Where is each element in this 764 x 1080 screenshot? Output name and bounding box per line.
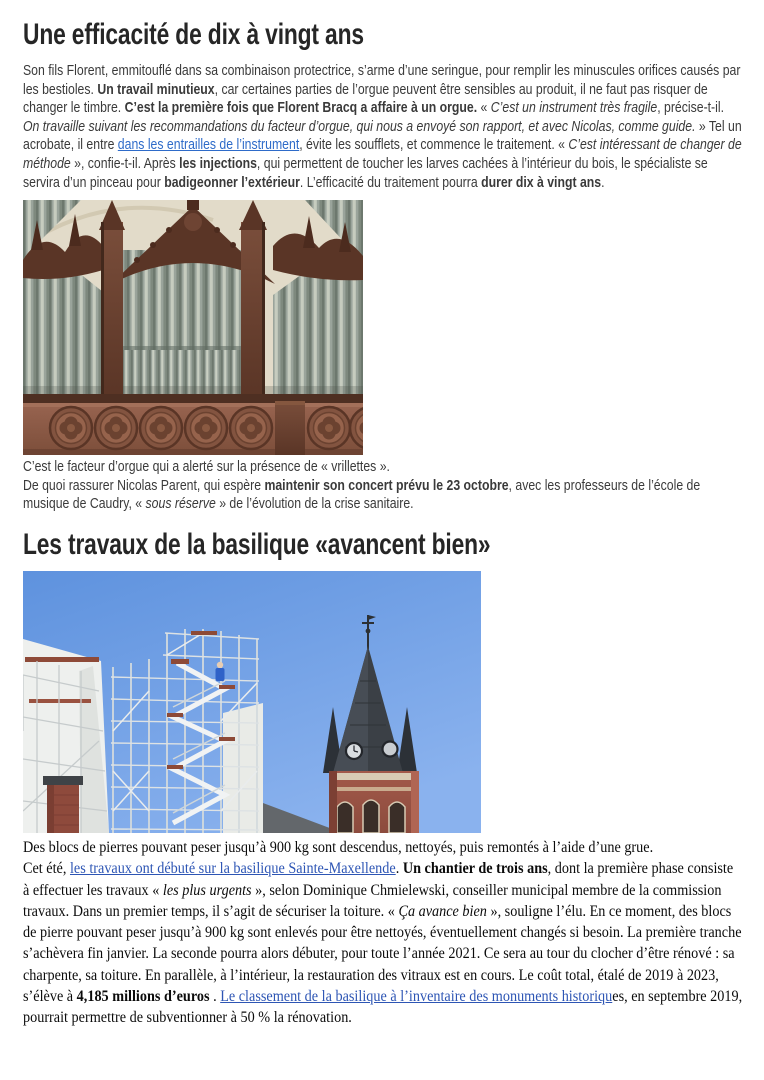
text-run: » Tel un acrobate, il entre xyxy=(23,117,742,154)
text-run: . L’efficacité du traitement pourra xyxy=(299,173,482,191)
text-run: Son fils Florent, emmitouflé dans sa combinaison protectrice, s’arme d’une seringue, pour remplir les minuscules orifices causés par les bestioles. xyxy=(23,62,741,98)
text-run: badigeonner l’extérieur xyxy=(164,173,300,191)
text-run: On travaille suivant les recommandations du facteur d’orgue, qui nous a envoyé son rapport, et avec Nicolas, comme guide. xyxy=(23,117,696,135)
text-run: « xyxy=(477,99,491,117)
section1-caption-paragraph xyxy=(23,477,743,514)
text-run: », confie-t-il. Après xyxy=(70,154,180,172)
worker-figure xyxy=(216,662,225,681)
text-run: , précise-t-il. xyxy=(657,99,725,117)
organ-photo xyxy=(23,200,363,455)
text-run: », souligne l’élu. En ce moment, des blocs de pierre pouvant peser jusqu’à 900 kg sont enlevés pour être nettoyés, éventuellement changés si besoin. La première tranche s’achèvera fin janvier. La seconde pourra alors débuter, pour toute l’année 2021. Ce sera au tour du clocher d’être rénové : sa charpente, sa toiture. En parallèle, à l’intérieur, la restauration des vitraux est en cours. Le coût total, étalé de 2019 à 2023, s’élève à xyxy=(23,902,742,1006)
text-run: . xyxy=(395,860,403,878)
text-run: C’est un instrument très fragile xyxy=(490,99,658,117)
text-run: , avec les professeurs de l’école de musique de Caudry, « xyxy=(23,476,701,513)
basilica-photo xyxy=(23,571,481,833)
text-run: , car certaines parties de l’orgue peuvent être sensibles au produit, il ne faut pas risquer de changer le timbre. xyxy=(23,80,708,117)
inline-link[interactable]: les travaux ont débuté sur la basilique Sainte-Maxellende xyxy=(69,860,396,878)
organ-photo-caption: C’est le facteur d’orgue qui a alerté sur la présence de « vrillettes ». xyxy=(23,458,390,476)
text-run: maintenir son concert prévu le 23 octobre xyxy=(264,476,509,494)
section2-heading: Les travaux de la basilique «avancent bien» xyxy=(23,527,491,561)
text-run: Ça avance bien xyxy=(398,902,487,920)
text-run: sous réserve xyxy=(145,495,216,513)
text-run: » de l’évolution de la crise sanitaire. xyxy=(215,495,414,513)
text-run: . xyxy=(601,173,605,191)
inline-link[interactable]: dans les entrailles de l’instrument xyxy=(117,136,300,154)
text-run: les plus urgents xyxy=(162,881,252,899)
text-run: les injections xyxy=(179,154,257,172)
basilica-photo-caption: Des blocs de pierres pouvant peser jusqu’à 900 kg sont descendus, nettoyés, puis remontés à l’aide d’une grue. xyxy=(23,838,654,856)
text-run: Cet été, xyxy=(23,860,70,878)
text-run: De quoi rassurer Nicolas Parent, qui espère xyxy=(23,476,265,494)
text-run: es, en septembre 2019, pourrait permettre de subventionner à 50 % la rénovation. xyxy=(23,988,743,1027)
organ-illustration xyxy=(23,200,363,455)
text-run: Un travail minutieux xyxy=(97,80,215,98)
section1-paragraph xyxy=(23,62,743,192)
text-run: 4,185 millions d’euros xyxy=(76,988,210,1006)
section2-text-block xyxy=(23,837,743,1029)
text-run: durer dix à vingt ans xyxy=(481,173,602,191)
basilica-illustration xyxy=(23,571,481,833)
chimney xyxy=(43,776,83,833)
text-run: C’est intéressant de changer de méthode xyxy=(23,136,742,172)
text-run: . xyxy=(209,988,221,1006)
text-run: , dont la première phase consiste à effectuer les travaux « xyxy=(23,860,734,899)
inline-link[interactable]: Le classement de la basilique à l’inventaire des monuments historiqu xyxy=(220,988,613,1006)
section1-heading: Une efficacité de dix à vingt ans xyxy=(23,18,364,51)
text-run: Un chantier de trois ans xyxy=(402,860,548,878)
text-run: », selon Dominique Chmielewski, conseiller municipal membre de la commission travaux. Dans un premier temps, il s’agit de sécuriser la toiture. « xyxy=(23,881,722,920)
text-run: C’est la première fois que Florent Bracq a affaire à un orgue. xyxy=(124,99,478,117)
text-run: , évite les soufflets, et commence le traitement. « xyxy=(299,136,569,154)
section2-paragraph xyxy=(23,858,743,1028)
text-run: , qui permettent de toucher les larves cachées à l’intérieur du bois, le spécialiste se servira d’un pinceau pour xyxy=(23,154,708,191)
